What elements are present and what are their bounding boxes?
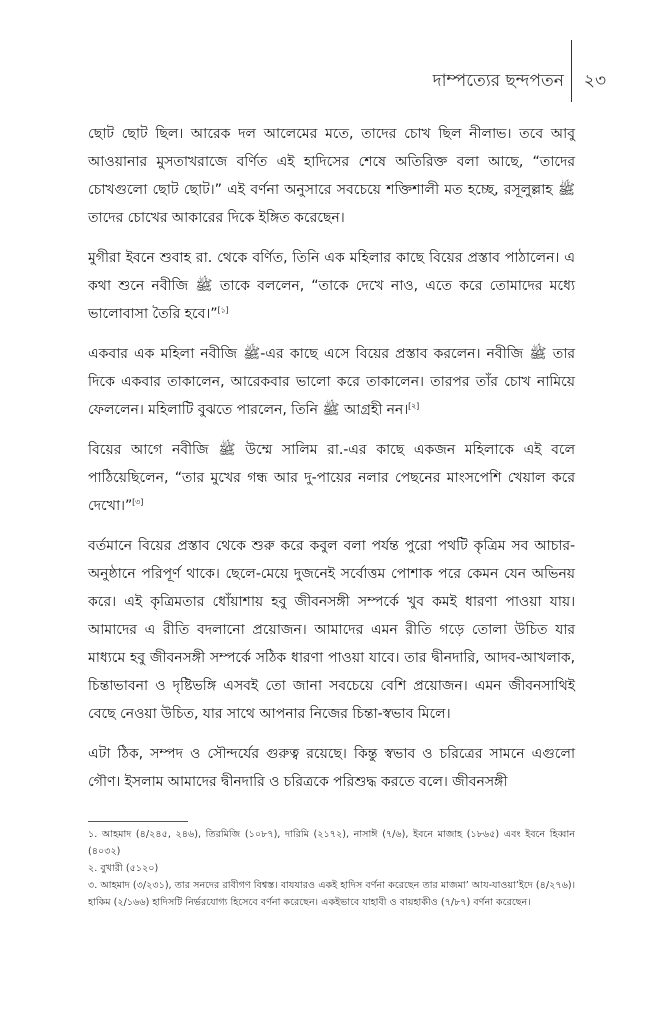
- body-text: [88, 120, 575, 808]
- paragraph-2-text: মুগীরা ইবনে শুবাহ রা. থেকে বর্ণিত, তিনি এক মহিলার কাছে বিয়ের প্রস্তাব পাঠালেন। এ কথা শুনে নবীজি ﷺ তাকে বললেন, “তাকে দেখে নাও, এতে করে তোমাদের মধ্যে ভালোবাসা তৈরি হবে।”: [88, 250, 575, 322]
- footnote-3: ৩. আহমাদ (৩/২৩১), তার সনদের রাবীগণ বিশ্বস্ত। বাযযারও একই হাদিস বর্ণনা করেছেন তার মাজমা’ আয-যাওয়া’ইদে (৪/২৭৬)। হাকিম (২/১৬৬) হাদিসটি নির্ভরযোগ্য হিসেবে বর্ণনা করেছেন। একইভাবে যাহাবী ও বায়হাকীও (৭/৮৭) বর্ণনা করেছেন।: [88, 880, 575, 908]
- paragraph-1: [88, 120, 575, 232]
- header-divider: [571, 40, 572, 102]
- paragraph-2: [88, 244, 575, 328]
- footnote-divider: [88, 821, 188, 822]
- paragraph-3: [88, 340, 575, 424]
- footnote-ref-3: [৩]: [132, 497, 144, 507]
- paragraph-4: [88, 436, 575, 520]
- paragraph-6-text: এটা ঠিক, সম্পদ ও সৌন্দর্যের গুরুত্ব রয়েছে। কিন্তু স্বভাব ও চরিত্রের সামনে এগুলো গৌণ। ইসলাম আমাদের দ্বীনদারি ও চরিত্রকে পরিশুদ্ধ করতে বলে। জীবনসঙ্গী: [88, 746, 575, 790]
- paragraph-5: [88, 532, 575, 728]
- running-title: দাম্পত্যের ছন্দপতন: [432, 71, 564, 91]
- footnote-ref-1: [১]: [217, 305, 229, 315]
- paragraph-4-text: বিয়ের আগে নবীজি ﷺ উম্মে সালিম রা.-এর কাছে একজন মহিলাকে এই বলে পাঠিয়েছিলেন, “তার মুখের গন্ধ আর দু-পায়ের নলার পেছনের মাংসপেশি খেয়াল করে দেখো।”: [88, 442, 575, 514]
- footnotes: [88, 826, 575, 911]
- page-number: ২৩: [583, 71, 606, 91]
- paragraph-1-text: ছোট ছোট ছিল। আরেক দল আলেমের মতে, তাদের চোখ ছিল নীলাভ। তবে আবু আওয়ানার মুসতাখরাজে বর্ণিত এই হাদিসের শেষে অতিরিক্ত বলা আছে, “তাদের চোখগুলো ছোট ছোট।” এই বর্ণনা অনুসারে সবচেয়ে শক্তিশালী মত হচ্ছে, রসূলুল্লাহ ﷺ তাদের চোখের আকারের দিকে ইঙ্গিত করেছেন।: [88, 126, 575, 226]
- paragraph-6: [88, 740, 575, 796]
- paragraph-3-text: একবার এক মহিলা নবীজি ﷺ-এর কাছে এসে বিয়ের প্রস্তাব করলেন। নবীজি ﷺ তার দিকে একবার তাকালেন, আরেকবার ভালো করে তাকালেন। তারপর তাঁর চোখ নামিয়ে ফেললেন। মহিলাটি বুঝতে পারলেন, তিনি ﷺ আগ্রহী নন।: [88, 346, 575, 418]
- footnote-1: ১. আহমাদ (৪/২৪৫, ২৪৬), তিরমিজি (১০৮৭), দারিমি (২১৭২), নাসাঈ (৭/৬), ইবনে মাজাহ (১৮৬৫) এবং ইবনে হিব্বান (৪০৩২): [88, 829, 575, 857]
- paragraph-5-text: বর্তমানে বিয়ের প্রস্তাব থেকে শুরু করে কবুল বলা পর্যন্ত পুরো পথটি কৃত্রিম সব আচার-অনুষ্ঠানে পরিপূর্ণ থাকে। ছেলে-মেয়ে দুজনেই সর্বোত্তম পোশাক পরে কেমন যেন অভিনয় করে। এই কৃত্রিমতার ধোঁয়াশায় হবু জীবনসঙ্গী সম্পর্কে খুব কমই ধারণা পাওয়া যায়। আমাদের এ রীতি বদলানো প্রয়োজন। আমাদের এমন রীতি গড়ে তোলা উচিত যার মাধ্যমে হবু জীবনসঙ্গী সম্পর্কে সঠিক ধারণা পাওয়া যাবে। তার দ্বীনদারি, আদব-আখলাক, চিন্তাভাবনা ও দৃষ্টিভঙ্গি এসবই তো জানা সবচেয়ে বেশি প্রয়োজন। এমন জীবনসাথিই বেছে নেওয়া উচিত, যার সাথে আপনার নিজের চিন্তা-স্বভাব মিলে।: [88, 538, 575, 722]
- footnote-ref-2: [২]: [408, 401, 420, 411]
- footnote-2: ২. বুখারী (৫১২০): [88, 863, 159, 874]
- page-header: [433, 68, 606, 96]
